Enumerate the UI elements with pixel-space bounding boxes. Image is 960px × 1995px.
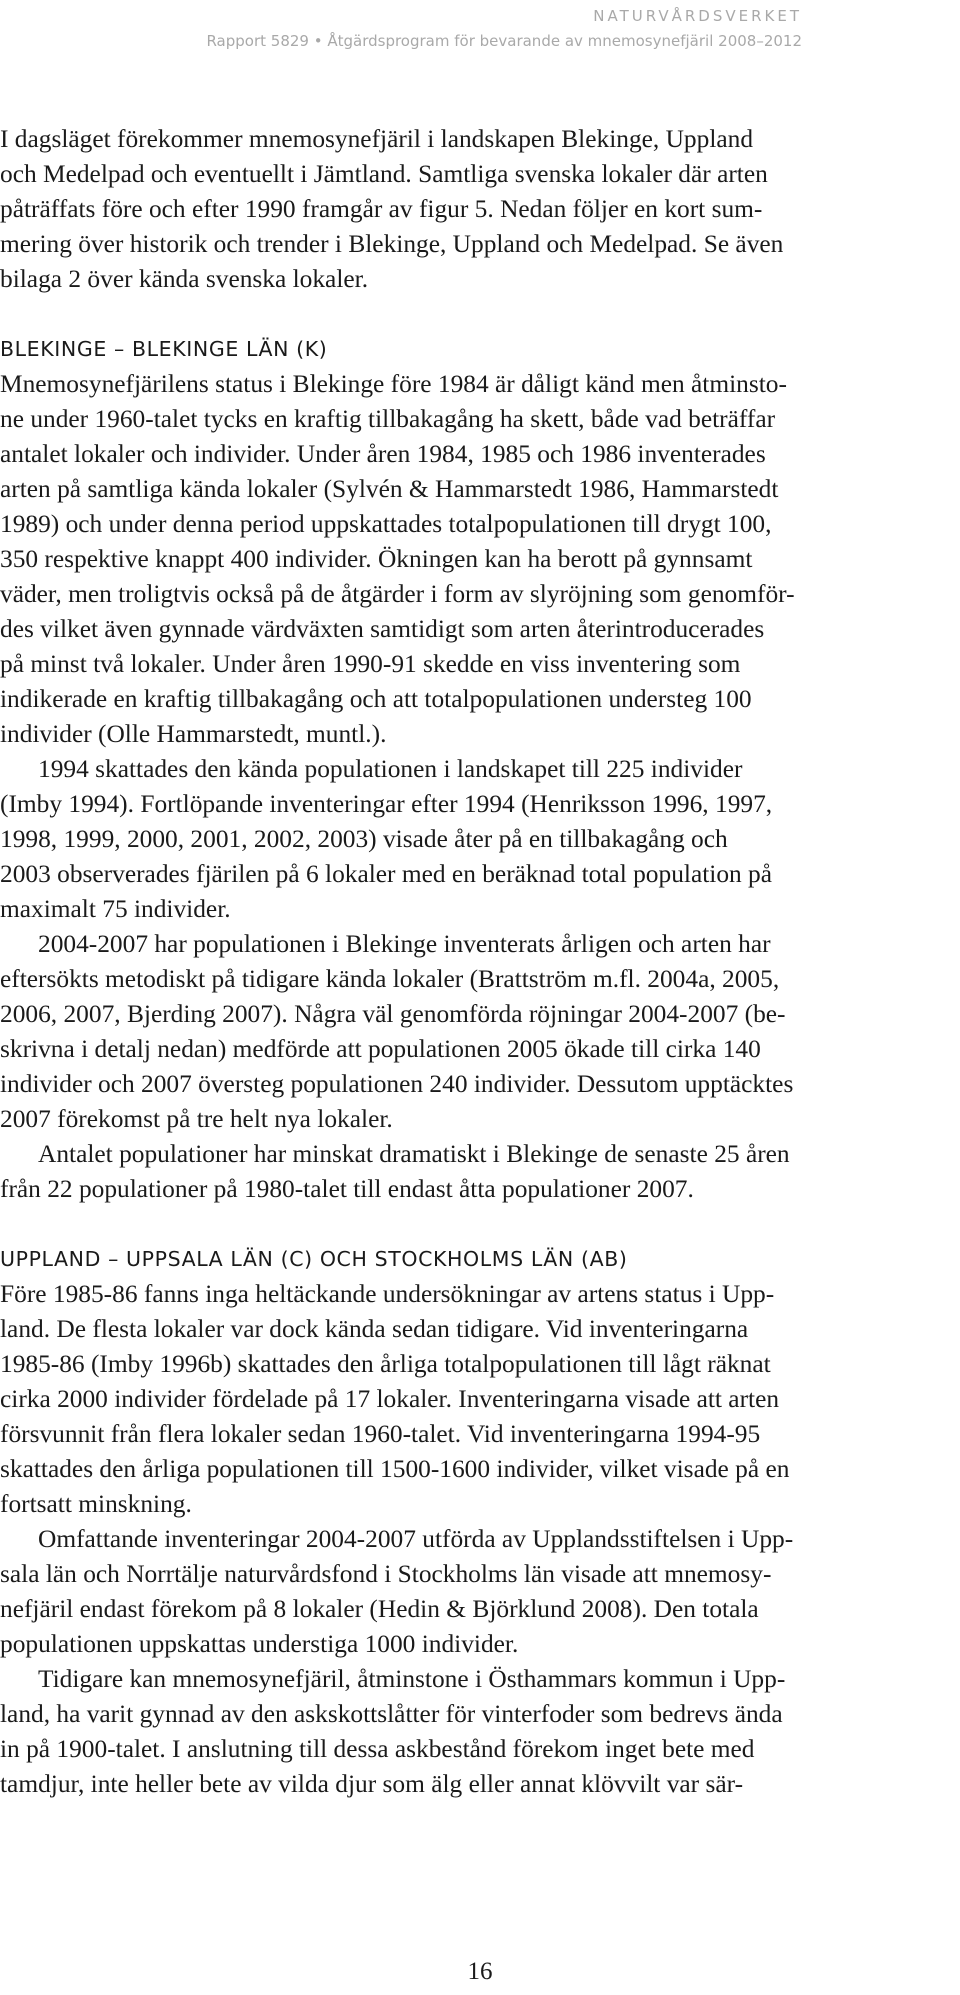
- text-line: skattades den årliga populationen till 1500-1600 individer, vilket visade på en: [0, 1455, 790, 1483]
- intro-paragraph: [0, 122, 960, 297]
- text-line: cirka 2000 individer fördelade på 17 lokaler. Inventeringarna visade att arten: [0, 1385, 780, 1413]
- text-line: populationen uppskattas understiga 1000 individer.: [0, 1630, 519, 1658]
- text-line: maximalt 75 individer.: [0, 895, 231, 923]
- text-line: ne under 1960-talet tycks en kraftig tillbakagång ha skett, både vad beträffar: [0, 405, 776, 433]
- paragraph: [0, 367, 960, 752]
- text-line: 2007 förekomst på tre helt nya lokaler.: [0, 1105, 393, 1133]
- text-line: des vilket även gynnade värdväxten samtidigt som arten återintroducerades: [0, 615, 765, 643]
- page-number: 16: [467, 1958, 493, 1985]
- report-title: Rapport 5829 • Åtgärdsprogram för bevarande av mnemosynefjäril 2008–2012: [206, 32, 802, 50]
- text-line: 1998, 1999, 2000, 2001, 2002, 2003) visade åter på en tillbakagång och: [0, 825, 728, 853]
- text-line: 2004-2007 har populationen i Blekinge inventerats årligen och arten har: [38, 930, 771, 958]
- paragraph: [0, 752, 960, 927]
- text-line: land, ha varit gynnad av den askskottslåtter för vinterfoder som bedrevs ända: [0, 1700, 783, 1728]
- publisher-name: NATURVÅRDSVERKET: [593, 7, 802, 25]
- text-line: 1985-86 (Imby 1996b) skattades den årliga totalpopulationen till lågt räknat: [0, 1350, 771, 1378]
- running-header: [206, 6, 802, 51]
- text-line: mering över historik och trender i Blekinge, Uppland och Medelpad. Se även: [0, 230, 784, 258]
- section-gap: [0, 297, 960, 332]
- paragraph: [0, 1137, 960, 1207]
- text-line: 2003 observerades fjärilen på 6 lokaler med en beräknad total population på: [0, 860, 773, 888]
- text-line: från 22 populationer på 1980-talet till endast åtta populationer 2007.: [0, 1175, 694, 1203]
- text-line: individer (Olle Hammarstedt, muntl.).: [0, 720, 387, 748]
- text-line: I dagsläget förekommer mnemosynefjäril i landskapen Blekinge, Uppland: [0, 125, 754, 153]
- text-line: nefjäril endast förekom på 8 lokaler (Hedin & Björklund 2008). Den totala: [0, 1595, 759, 1623]
- text-line: 1989) och under denna period uppskattades totalpopulationen till drygt 100,: [0, 510, 772, 538]
- paragraph: [0, 927, 960, 1137]
- text-line: väder, men troligtvis också på de åtgärder i form av slyröjning som genomför-: [0, 580, 795, 608]
- text-line: Mnemosynefjärilens status i Blekinge före 1984 är dåligt känd men åtminsto-: [0, 370, 787, 398]
- section-gap: [0, 1207, 960, 1242]
- paragraph: [0, 1277, 960, 1522]
- paragraph: [0, 1662, 960, 1802]
- text-line: försvunnit från flera lokaler sedan 1960-talet. Vid inventeringarna 1994-95: [0, 1420, 761, 1448]
- text-line: fortsatt minskning.: [0, 1490, 192, 1518]
- text-line: antalet lokaler och individer. Under åren 1984, 1985 och 1986 inventerades: [0, 440, 766, 468]
- text-line: på minst två lokaler. Under åren 1990-91 skedde en viss inventering som: [0, 650, 741, 678]
- text-line: arten på samtliga kända lokaler (Sylvén & Hammarstedt 1986, Hammarstedt: [0, 475, 779, 503]
- text-line: påträffats före och efter 1990 framgår av figur 5. Nedan följer en kort sum-: [0, 195, 763, 223]
- text-line: Före 1985-86 fanns inga heltäckande undersökningar av artens status i Upp-: [0, 1280, 775, 1308]
- text-line: land. De flesta lokaler var dock kända sedan tidigare. Vid inventeringarna: [0, 1315, 749, 1343]
- section-uppland: [0, 1242, 960, 1802]
- text-line: sala län och Norrtälje naturvårdsfond i Stockholms län visade att mnemosy-: [0, 1560, 772, 1588]
- text-line: individer och 2007 översteg populationen 240 individer. Dessutom upptäcktes: [0, 1070, 794, 1098]
- page-body: [0, 122, 960, 1802]
- section-heading: UPPLAND – UPPSALA LÄN (C) OCH STOCKHOLMS LÄN (AB): [0, 1247, 628, 1271]
- section-blekinge: [0, 332, 960, 1207]
- text-line: eftersökts metodiskt på tidigare kända lokaler (Brattström m.fl. 2004a, 2005,: [0, 965, 780, 993]
- text-line: 1994 skattades den kända populationen i landskapet till 225 individer: [38, 755, 743, 783]
- text-line: bilaga 2 över kända svenska lokaler.: [0, 265, 369, 293]
- text-line: skrivna i detalj nedan) medförde att populationen 2005 ökade till cirka 140: [0, 1035, 761, 1063]
- text-line: indikerade en kraftig tillbakagång och att totalpopulationen understeg 100: [0, 685, 752, 713]
- text-line: Omfattande inventeringar 2004-2007 utförda av Upplandsstiftelsen i Upp-: [38, 1525, 794, 1553]
- text-line: och Medelpad och eventuellt i Jämtland. Samtliga svenska lokaler där arten: [0, 160, 768, 188]
- text-line: 2006, 2007, Bjerding 2007). Några väl genomförda röjningar 2004-2007 (be-: [0, 1000, 786, 1028]
- text-line: in på 1900-talet. I anslutning till dessa askbestånd förekom inget bete med: [0, 1735, 755, 1763]
- text-line: tamdjur, inte heller bete av vilda djur som älg eller annat klövvilt var sär-: [0, 1770, 744, 1798]
- section-heading: BLEKINGE – BLEKINGE LÄN (K): [0, 337, 328, 361]
- text-line: 350 respektive knappt 400 individer. Ökningen kan ha berott på gynnsamt: [0, 545, 753, 573]
- paragraph: [0, 1522, 960, 1662]
- text-line: Antalet populationer har minskat dramatiskt i Blekinge de senaste 25 åren: [38, 1140, 790, 1168]
- text-line: (Imby 1994). Fortlöpande inventeringar efter 1994 (Henriksson 1996, 1997,: [0, 790, 773, 818]
- text-line: Tidigare kan mnemosynefjäril, åtminstone i Östhammars kommun i Upp-: [38, 1665, 786, 1693]
